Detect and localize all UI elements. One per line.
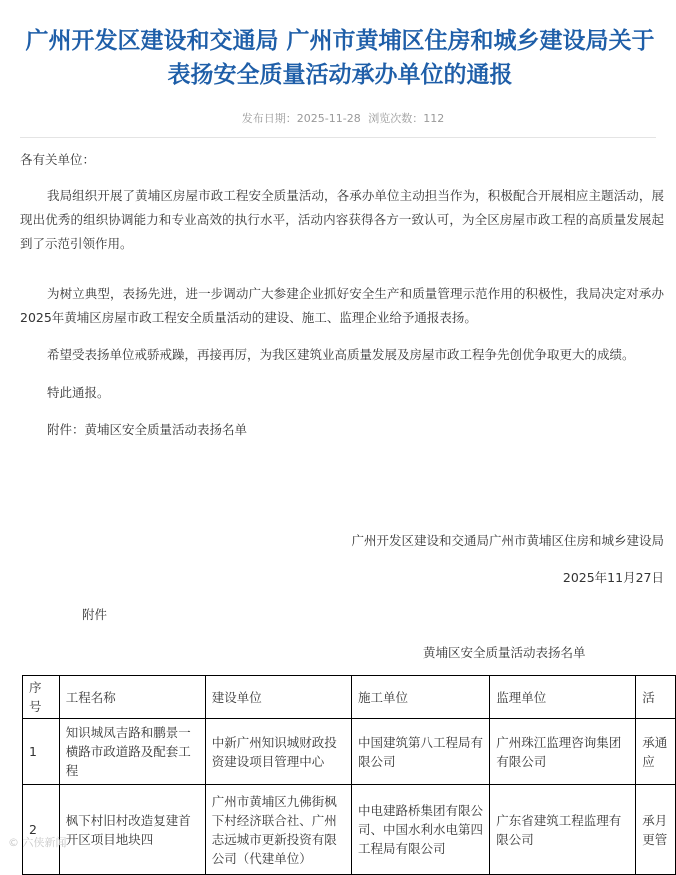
attachment-label: 附件 [82,607,108,622]
paragraph-1: 我局组织开展了黄埔区房屋市政工程安全质量活动，各承办单位主动担当作为，积极配合开展相应主题活动，展现出优秀的组织协调能力和专业高效的执行水平，活动内容获得各方一致认可，为全区房屋市政工程的高质量发展起到了示范引领作用。 [20,188,664,251]
attachment-reference: 附件：黄埔区安全质量活动表扬名单 [47,422,248,437]
header-cell: 建设单位 [205,676,351,719]
notice-meta [0,110,676,126]
publish-date: 发布日期：2025-11-28 [241,112,361,125]
signature-date: 2025年11月27日 [562,570,664,585]
table-cell: 承通应 [636,719,676,785]
header-cell: 序号 [23,676,60,719]
table-cell: 知识城凤吉路和鹏景一横路市政道路及配套工程 [59,719,205,785]
table-cell: 中新广州知识城财政投资建设项目管理中心 [205,719,351,785]
table-cell: 中国建筑第八工程局有限公司 [351,719,489,785]
table-cell: 广州市黄埔区九佛街枫下村经济联合社、广州志远城市更新投资有限公司（代建单位） [205,785,351,875]
table-cell: 广州珠江监理咨询集团有限公司 [490,719,636,785]
table-row [23,785,676,875]
paragraph-2: 为树立典型，表扬先进，进一步调动广大参建企业抓好安全生产和质量管理示范作用的积极性，我局决定对承办2025年黄埔区房屋市政工程安全质量活动的建设、施工、监理企业给予通报表扬。 [20,286,664,325]
table-cell: 广东省建筑工程监理有限公司 [490,785,636,875]
title-divider [20,137,656,138]
signature: 广州开发区建设和交通局广州市黄埔区住房和城乡建设局 [351,533,664,548]
paragraph-4: 特此通报。 [47,385,110,400]
notice-title: 广州开发区建设和交通局 广州市黄埔区住房和城乡建设局关于表扬安全质量活动承办单位的通报 [25,28,655,88]
view-count: 浏览次数：112 [368,112,445,125]
table-cell: 2 [23,785,60,875]
header-cell: 工程名称 [59,676,205,719]
table-title: 黄埔区安全质量活动表扬名单 [423,645,586,660]
salutation: 各有关单位： [20,152,96,167]
header-cell: 监理单位 [490,676,636,719]
table-cell: 枫下村旧村改造复建首开区项目地块四 [59,785,205,875]
table-cell: 中电建路桥集团有限公司、中国水利水电第四工程局有限公司 [351,785,489,875]
header-cell: 活 [636,676,676,719]
watermark: © 六侠新闻 [8,836,67,849]
commendation-table [22,675,676,875]
header-cell: 施工单位 [351,676,489,719]
table-cell: 1 [23,719,60,785]
table-row [23,719,676,785]
table-cell: 承月更管 [636,785,676,875]
table-header-row [23,676,676,719]
paragraph-3: 希望受表扬单位戒骄戒躁，再接再厉，为我区建筑业高质量发展及房屋市政工程争先创优争取更大的成绩。 [47,347,635,362]
